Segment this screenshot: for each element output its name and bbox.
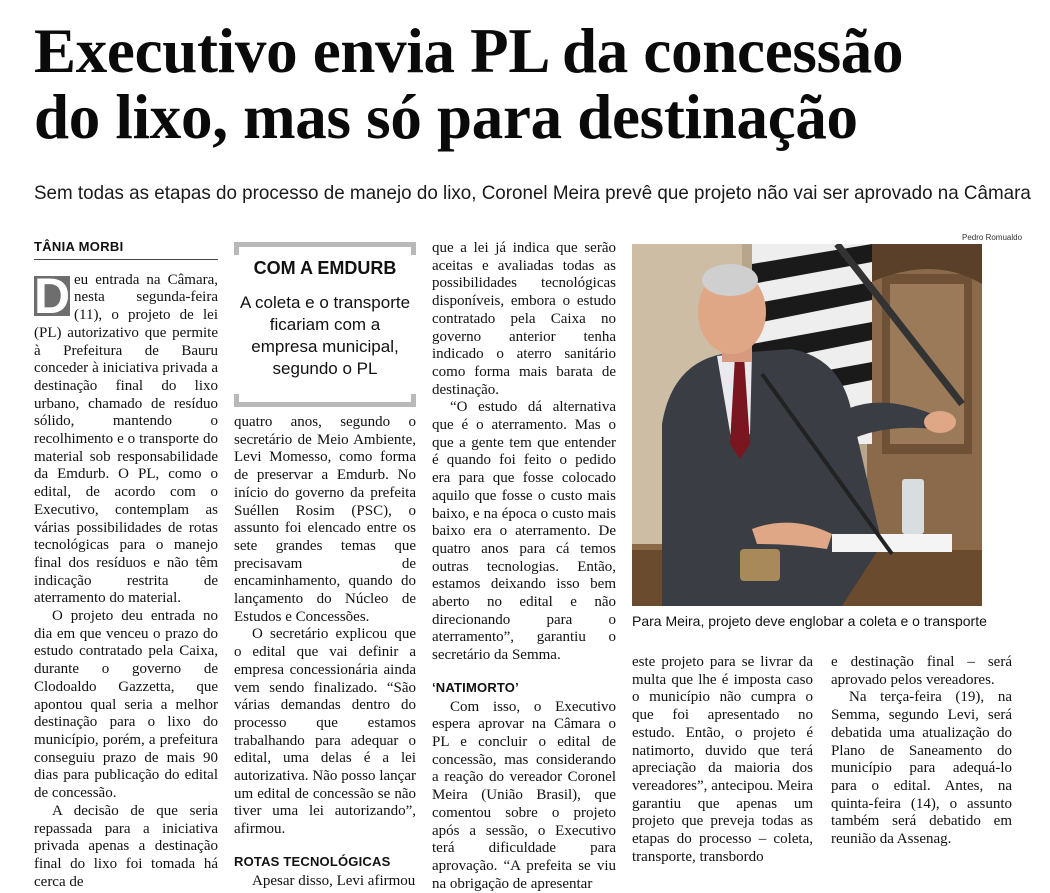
paragraph-6: Apesar disso, Levi afirmou <box>252 872 416 889</box>
headline <box>34 18 1024 150</box>
paragraph-2: O projeto deu entrada no dia em que venceu o prazo do estudo contratado pela Caixa, durante o governo de Clodoaldo Gazzetta, que apontou qual seria a melhor destinação para o lixo do município, porém, a prefeitura conseguiu prazo de mais 90 dias para publicação do edital de concessão. <box>34 608 218 802</box>
box-top-bracket <box>234 242 416 255</box>
article-column-3 <box>432 240 616 893</box>
paragraph-4: quatro anos, segundo o secretário de Meio Ambiente, Levi Momesso, como forma de preservar a Emdurb. No início do governo da prefeita Suéllen Rosim (PSC), o assunto foi elencado entre os sete grandes temas que precisavam de encaminhamento, quando do lançamento do Núcleo de Estudos e Concessões. <box>234 414 416 625</box>
byline: TÂNIA MORBI <box>34 238 218 260</box>
paragraph-1 <box>34 267 218 608</box>
paragraph-9: Com isso, o Executivo espera aprovar na Câmara o PL e concluir o edital de concessão, mas considerando a reação do vereador Coronel Meira (União Brasil), que comentou sobre o projeto após a sessão, o Executivo terá dificuldade para aprovação. “A prefeita se viu na obrigação de apresentar <box>432 698 616 892</box>
subtitle-natimorto: ‘NATIMORTO’ <box>432 679 519 695</box>
box-title: COM A EMDURB <box>253 258 397 278</box>
drop-cap: D <box>34 267 71 324</box>
headline-line-2: do lixo, mas só para destinação <box>34 82 858 152</box>
paragraph-3: A decisão de que seria repassada para a iniciativa privada apenas a destinação final do lixo foi tomada há cerca de <box>34 802 218 890</box>
article-column-2 <box>234 414 416 890</box>
box-bottom-bracket <box>234 394 416 407</box>
article-column-5 <box>831 654 1012 849</box>
photo-credit: Pedro Romualdo <box>962 233 1023 242</box>
subtitle-rotas: ROTAS TECNOLÓGICAS <box>234 853 391 869</box>
headline-line-1: Executivo envia PL da concessão <box>34 16 904 86</box>
article-column-4 <box>632 654 813 866</box>
paragraph-10: este projeto para se livrar da multa que lhe é imposta caso o município não cumpra o que foi apresentado no estudo. Então, o projeto é natimorto, duvido que terá apreciação da maioria dos vereadores”, antecipou. Meira garantiu que apenas um projeto que preveja todas as etapas do processo – coleta, transporte, transbordo <box>632 654 813 865</box>
article-column-1 <box>34 238 218 891</box>
box-text: A coleta e o transporte ficariam com a empresa municipal, segundo o PL <box>239 293 411 378</box>
subheadline: Sem todas as etapas do processo de manejo do lixo, Coronel Meira prevê que projeto não vai ser aprovado na Câmara <box>34 182 1031 204</box>
paragraph-1-text: eu entrada na Câmara, nesta segunda-feira (11), o projeto de lei (PL) autorizativo que permite à Prefeitura de Bauru conceder à iniciativa privada a destinação final do lixo urbano, chamado de resíduo sólido, mantendo o recolhimento e o transporte do material sob responsabilidade da Emdurb. O PL, como o edital, de acordo com o Executivo, contemplam as várias possibilidades de rotas tecnológicas para o manejo final dos resíduos e não têm indicação restrita de aterramento do material. <box>34 271 218 607</box>
paragraph-7: que a lei já indica que serão aceitas e avaliadas todas as possibilidades tecnológicas disponíveis, embora o estudo contratado pela Caixa no governo anterior tenha indicado o aterro sanitário como forma mais barata de destinação. <box>432 240 616 398</box>
photo-illustration <box>632 244 982 606</box>
photo-caption: Para Meira, projeto deve englobar a coleta e o transporte <box>632 613 987 629</box>
photo <box>632 244 982 606</box>
sidebar-box <box>234 242 416 407</box>
paragraph-12: Na terça-feira (19), na Semma, segundo Levi, será debatida uma atualização do Plano de Saneamento do município para adequá-lo para o edital. Antes, na quinta-feira (14), o assunto também será debatido em reunião da Assenag. <box>831 689 1012 848</box>
paragraph-11: e destinação final – será aprovado pelos vereadores. <box>831 654 1012 688</box>
paragraph-8: “O estudo dá alternativa que é o aterramento. Mas o que a gente tem que entender é quando foi feito o pedido era para que fosse colocado aquilo que fosse o custo mais baixo, e na época o custo mais baixo era o aterramento. De quatro anos para cá temos outras tecnologias. Então, estamos deixando isso bem aberto no edital e não direcionando para o aterramento”, garantiu o secretário da Semma. <box>432 399 616 664</box>
paragraph-5: O secretário explicou que o edital que vai definir a empresa concessionária ainda vem sendo finalizado. “São várias demandas dentro do processo que estamos trabalhando para adequar o edital, uma delas é a lei autorizativa. Não posso lançar um edital de concessão se não tiver uma lei autorizando”, afirmou. <box>234 626 416 838</box>
